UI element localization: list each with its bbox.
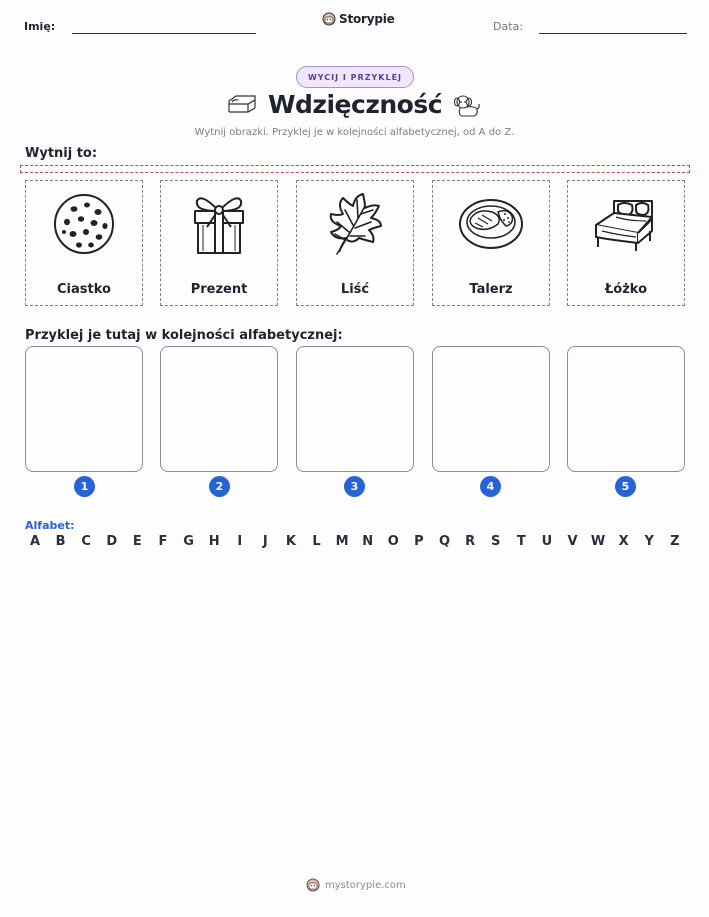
footer-url[interactable]: mystorypie.com [325,879,406,891]
paste-slot-5[interactable] [567,346,685,472]
slot-number-badge: 3 [344,476,365,497]
plate-icon [458,196,524,252]
cookie-icon [52,192,116,256]
gift-icon [187,191,251,257]
alphabet-letter: A [29,534,41,549]
cut-card-plate[interactable] [432,180,550,306]
name-line[interactable] [72,33,256,34]
date-label: Data: [493,20,523,33]
brand-name: Storypie [339,12,395,26]
alphabet-letter: C [81,534,91,549]
paste-slot-3[interactable] [296,346,414,472]
alphabet-letter: X [618,534,629,549]
cut-card-bed[interactable] [567,180,685,306]
name-label: Imię: [24,20,56,33]
alphabet-letter: U [541,534,553,549]
instructions: Wytnij obrazki. Przyklej je w kolejności alfabetycznej, od A do Z. [194,127,515,138]
alphabet-letter: I [237,534,243,549]
alphabet-letter: B [55,534,66,549]
bed-doodle-icon [226,92,258,118]
footer [306,878,406,892]
card-label: Talerz [469,282,513,297]
page-title: Wdzięczność [267,90,443,119]
alphabet-letter: T [516,534,526,549]
paste-slot-4[interactable] [432,346,550,472]
alphabet-letter: V [567,534,578,549]
slot-number-badge: 2 [209,476,230,497]
alphabet-letter: S [491,534,501,549]
alphabet-letter: Y [644,534,654,549]
alphabet-letter: R [465,534,476,549]
cut-card-leaf[interactable] [296,180,414,306]
date-line[interactable] [539,33,687,34]
alphabet-letter: K [285,534,296,549]
bed-icon [592,195,660,253]
alphabet-letter: N [362,534,374,549]
slot-number-badge: 1 [74,476,95,497]
alphabet-letter: M [335,534,349,549]
alphabet-letter: J [262,534,268,549]
card-label: Ciastko [57,282,111,297]
alphabet-letter: F [158,534,168,549]
alphabet-letter: L [312,534,321,549]
cut-card-gift[interactable] [160,180,278,306]
paste-section-heading: Przyklej je tutaj w kolejności alfabetycznej: [25,328,343,343]
alphabet-letter: H [208,534,220,549]
cut-section-heading: Wytnij to: [25,146,98,161]
leaf-icon [325,192,385,256]
slot-number-badge: 4 [480,476,501,497]
card-label: Prezent [190,282,248,297]
storypie-mascot-icon [322,12,336,26]
card-label: Liść [340,282,370,297]
alphabet-letter: G [183,534,194,549]
card-label: Łóżko [604,282,648,297]
alphabet-letter: Z [670,534,680,549]
activity-badge: WYCIJ I PRZYKLEJ [296,66,414,88]
alphabet-row [25,534,685,549]
alphabet-heading: Alfabet: [25,519,75,532]
alphabet-letter: P [414,534,424,549]
paste-slot-1[interactable] [25,346,143,472]
paste-slot-2[interactable] [160,346,278,472]
alphabet-letter: W [590,534,606,549]
storypie-mascot-icon [306,878,320,892]
alphabet-letter: D [106,534,118,549]
alphabet-letter: O [387,534,399,549]
cut-line [20,165,690,173]
cut-card-cookie[interactable] [25,180,143,306]
slot-number-badge: 5 [615,476,636,497]
alphabet-letter: Q [438,534,451,549]
alphabet-letter: E [132,534,142,549]
puppy-doodle-icon [452,93,482,119]
brand-logo [322,12,395,26]
